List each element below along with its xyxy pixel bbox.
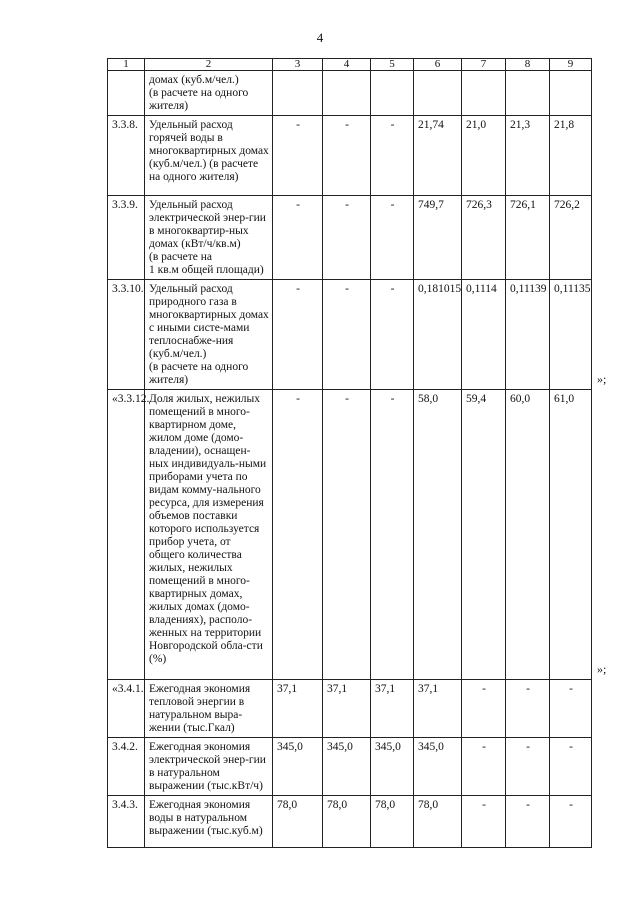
header-cell: 7 bbox=[462, 59, 506, 71]
value-cell: 78,0 bbox=[371, 796, 414, 848]
table-row bbox=[108, 116, 592, 196]
value-cell: - bbox=[273, 280, 323, 390]
value-cell: 726,3 bbox=[462, 196, 506, 280]
value-cell bbox=[414, 71, 462, 116]
value-cell bbox=[550, 71, 592, 116]
value-cell: 21,8 bbox=[550, 116, 592, 196]
row-number-cell: 3.4.2. bbox=[108, 738, 145, 796]
value-cell: - bbox=[323, 196, 371, 280]
row-number-cell: 3.4.3. bbox=[108, 796, 145, 848]
closing-mark: »; bbox=[597, 661, 607, 676]
value-cell: - bbox=[323, 116, 371, 196]
row-number-cell: 3.3.8. bbox=[108, 116, 145, 196]
header-cell: 3 bbox=[273, 59, 323, 71]
header-row bbox=[108, 59, 592, 71]
value-cell: - bbox=[371, 116, 414, 196]
value-cell: 78,0 bbox=[273, 796, 323, 848]
row-number-cell: «3.3.12. bbox=[108, 390, 145, 680]
header-cell: 2 bbox=[145, 59, 273, 71]
value-cell: 345,0 bbox=[371, 738, 414, 796]
indicators-table bbox=[107, 58, 592, 848]
row-description-cell: Ежегодная экономия электрической энер-гии в натуральном выражении (тыс.кВт/ч) bbox=[145, 738, 273, 796]
value-cell: - bbox=[371, 280, 414, 390]
value-cell: 21,0 bbox=[462, 116, 506, 196]
value-cell: 78,0 bbox=[414, 796, 462, 848]
table-row bbox=[108, 738, 592, 796]
value-cell: - bbox=[462, 796, 506, 848]
header-cell: 6 bbox=[414, 59, 462, 71]
value-cell: - bbox=[323, 390, 371, 680]
row-description-cell: Ежегодная экономия тепловой энергии в натуральном выра-жении (тыс.Гкал) bbox=[145, 680, 273, 738]
value-cell: - bbox=[462, 680, 506, 738]
value-cell: - bbox=[550, 738, 592, 796]
value-cell: - bbox=[371, 390, 414, 680]
row-number-cell: «3.4.1. bbox=[108, 680, 145, 738]
value-cell bbox=[506, 71, 550, 116]
value-cell: 37,1 bbox=[323, 680, 371, 738]
value-cell: 21,74 bbox=[414, 116, 462, 196]
value-cell: 78,0 bbox=[323, 796, 371, 848]
row-description-cell: Удельный расход горячей воды в многоквартирных домах (куб.м/чел.) (в расчете на одного жителя) bbox=[145, 116, 273, 196]
value-cell: 0,11135 bbox=[550, 280, 592, 390]
row-description-cell: Ежегодная экономия воды в натуральном выражении (тыс.куб.м) bbox=[145, 796, 273, 848]
value-cell: 37,1 bbox=[414, 680, 462, 738]
page-number: 4 bbox=[316, 30, 324, 45]
value-cell: 345,0 bbox=[273, 738, 323, 796]
row-number-cell: 3.3.9. bbox=[108, 196, 145, 280]
row-description-cell: домах (куб.м/чел.) (в расчете на одного жителя) bbox=[145, 71, 273, 116]
value-cell bbox=[323, 71, 371, 116]
value-cell: 726,1 bbox=[506, 196, 550, 280]
table-row bbox=[108, 196, 592, 280]
value-cell: 59,4 bbox=[462, 390, 506, 680]
value-cell: 0,181015 bbox=[414, 280, 462, 390]
value-cell: - bbox=[506, 796, 550, 848]
value-cell: 0,11139 bbox=[506, 280, 550, 390]
value-cell: - bbox=[273, 116, 323, 196]
row-description-cell: Доля жилых, нежилых помещений в много-квартирном доме, жилом доме (домо-владении), оснащен-ных индивидуаль-ными приборами учета по видам комму-нального ресурса, для измерения объемов поставки которого используется прибор учета, от общего количества жилых, нежилых помещений в много-квартирных домах, жилых домах (домо-владениях), располо-женных на территории Новгородской обла-сти (%) bbox=[145, 390, 273, 680]
header-cell: 5 bbox=[371, 59, 414, 71]
value-cell: 0,1114 bbox=[462, 280, 506, 390]
value-cell: - bbox=[550, 680, 592, 738]
table-row bbox=[108, 71, 592, 116]
value-cell: - bbox=[506, 680, 550, 738]
value-cell bbox=[273, 71, 323, 116]
row-description-cell: Удельный расход электрической энер-гии в многоквартир-ных домах (кВт/ч/кв.м) (в расчете на 1 кв.м общей площади) bbox=[145, 196, 273, 280]
value-cell: 749,7 bbox=[414, 196, 462, 280]
closing-mark: »; bbox=[597, 371, 607, 386]
value-cell: - bbox=[506, 738, 550, 796]
header-cell: 8 bbox=[506, 59, 550, 71]
value-cell: - bbox=[273, 390, 323, 680]
table-row bbox=[108, 796, 592, 848]
value-cell: 21,3 bbox=[506, 116, 550, 196]
value-cell: 61,0 bbox=[550, 390, 592, 680]
row-description-cell: Удельный расход природного газа в многоквартирных домах с иными систе-мами теплоснабже-ния (куб.м/чел.) (в расчете на одного жителя) bbox=[145, 280, 273, 390]
value-cell: 60,0 bbox=[506, 390, 550, 680]
table-row bbox=[108, 280, 592, 390]
value-cell: 58,0 bbox=[414, 390, 462, 680]
table-row bbox=[108, 680, 592, 738]
header-cell: 4 bbox=[323, 59, 371, 71]
value-cell: 726,2 bbox=[550, 196, 592, 280]
header-cell: 9 bbox=[550, 59, 592, 71]
value-cell: 37,1 bbox=[273, 680, 323, 738]
value-cell bbox=[462, 71, 506, 116]
value-cell: - bbox=[550, 796, 592, 848]
row-number-cell bbox=[108, 71, 145, 116]
value-cell: - bbox=[462, 738, 506, 796]
value-cell: 37,1 bbox=[371, 680, 414, 738]
value-cell: - bbox=[273, 196, 323, 280]
row-number-cell: 3.3.10. bbox=[108, 280, 145, 390]
value-cell: 345,0 bbox=[323, 738, 371, 796]
value-cell: - bbox=[371, 196, 414, 280]
header-cell: 1 bbox=[108, 59, 145, 71]
value-cell bbox=[371, 71, 414, 116]
value-cell: 345,0 bbox=[414, 738, 462, 796]
value-cell: - bbox=[323, 280, 371, 390]
table-row bbox=[108, 390, 592, 680]
